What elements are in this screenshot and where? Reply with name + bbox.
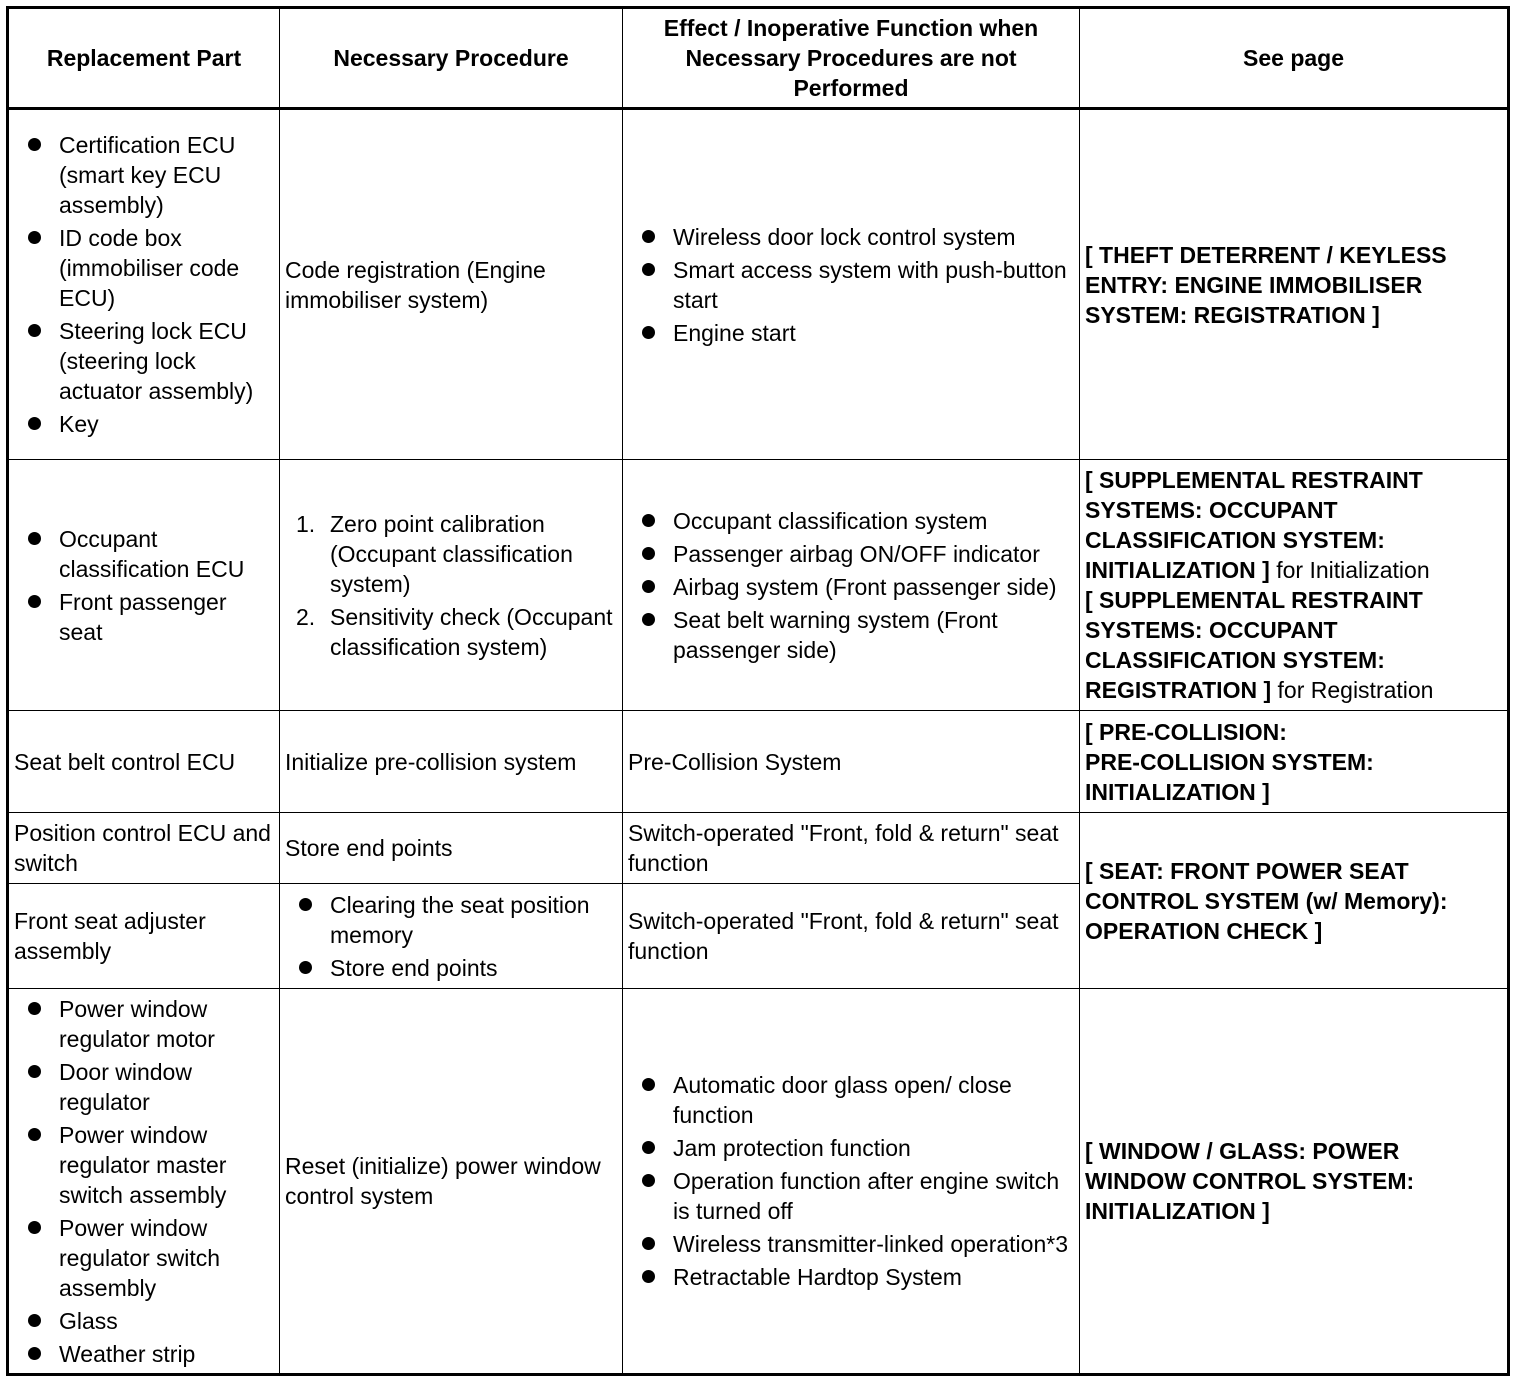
list-item: Glass <box>9 1306 274 1336</box>
procedure-cell: Initialize pre-collision system <box>280 711 623 813</box>
list-item: Steering lock ECU (steering lock actuator assembly) <box>9 316 274 406</box>
table-header-row <box>8 8 1509 109</box>
replacement-part-cell <box>8 989 280 1375</box>
procedure-cell: Store end points <box>280 813 623 884</box>
see-page-cell <box>1080 711 1509 813</box>
effect-cell <box>623 460 1080 711</box>
list-item: Certification ECU (smart key ECU assembly) <box>9 130 274 220</box>
replacement-part-list <box>9 994 274 1369</box>
list-item: Clearing the seat position memory <box>280 890 617 950</box>
list-item: ID code box (immobiliser code ECU) <box>9 223 274 313</box>
list-item: Store end points <box>280 953 617 983</box>
see-page-reference: [ WINDOW / GLASS: POWER WINDOW CONTROL SYSTEM: INITIALIZATION ] <box>1085 1138 1415 1224</box>
header-necessary-procedure: Necessary Procedure <box>280 8 623 109</box>
table-row <box>8 989 1509 1375</box>
see-page-line: PRE-COLLISION SYSTEM: INITIALIZATION ] <box>1085 748 1374 805</box>
list-item: Power window regulator motor <box>9 994 274 1054</box>
effect-cell <box>623 109 1080 460</box>
see-page-reference: [ SUPPLEMENTAL RESTRAINT SYSTEMS: OCCUPANT CLASSIFICATION SYSTEM: REGISTRATION ] <box>1085 587 1423 703</box>
list-item: Power window regulator master switch assembly <box>9 1120 274 1210</box>
step-number: 2. <box>296 603 316 630</box>
replacement-procedure-table <box>6 6 1510 1376</box>
document-page <box>6 6 1510 1376</box>
header-effect: Effect / Inoperative Function when Necessary Procedures are not Performed <box>623 8 1080 109</box>
procedure-list <box>280 509 617 662</box>
list-item: Retractable Hardtop System <box>623 1262 1074 1292</box>
see-page-reference: [ SEAT: FRONT POWER SEAT CONTROL SYSTEM (w/ Memory): OPERATION CHECK ] <box>1085 857 1448 944</box>
procedure-cell: Reset (initialize) power window control system <box>280 989 623 1375</box>
step-text: Zero point calibration (Occupant classification system) <box>330 510 573 597</box>
list-item: Smart access system with push-button start <box>623 255 1074 315</box>
table-row <box>8 109 1509 460</box>
list-item: Front passenger seat <box>9 587 274 647</box>
effect-cell <box>623 989 1080 1375</box>
list-item: Weather strip <box>9 1339 274 1369</box>
see-page-cell <box>1080 460 1509 711</box>
header-see-page: See page <box>1080 8 1509 109</box>
replacement-part-cell <box>8 109 280 460</box>
list-item: Passenger airbag ON/OFF indicator <box>623 539 1074 569</box>
replacement-part-cell <box>8 460 280 711</box>
list-item: Occupant classification ECU <box>9 524 274 584</box>
see-page-cell <box>1080 813 1509 989</box>
replacement-part-cell: Front seat adjuster assembly <box>8 884 280 989</box>
see-page-cell <box>1080 109 1509 460</box>
procedure-cell <box>280 884 623 989</box>
see-page-line: [ PRE-COLLISION: <box>1085 718 1287 745</box>
list-item: Operation function after engine switch is turned off <box>623 1166 1074 1226</box>
procedure-list <box>280 890 617 983</box>
list-item: Airbag system (Front passenger side) <box>623 572 1074 602</box>
procedure-cell: Code registration (Engine immobiliser system) <box>280 109 623 460</box>
list-item: Wireless transmitter-linked operation*3 <box>623 1229 1074 1259</box>
effect-cell: Pre-Collision System <box>623 711 1080 813</box>
list-item <box>280 602 617 662</box>
list-item: Engine start <box>623 318 1074 348</box>
see-page-reference <box>1085 719 1374 805</box>
see-page-reference: [ SUPPLEMENTAL RESTRAINT SYSTEMS: OCCUPANT CLASSIFICATION SYSTEM: INITIALIZATION ] <box>1085 467 1423 583</box>
replacement-part-list <box>9 524 274 647</box>
replacement-part-list <box>9 130 274 439</box>
step-number: 1. <box>296 510 316 537</box>
see-page-note: for Registration <box>1271 677 1434 703</box>
effect-cell: Switch-operated "Front, fold & return" seat function <box>623 884 1080 989</box>
replacement-part-cell: Seat belt control ECU <box>8 711 280 813</box>
replacement-part-cell: Position control ECU and switch <box>8 813 280 884</box>
list-item: Automatic door glass open/ close function <box>623 1070 1074 1130</box>
table-row <box>8 813 1509 884</box>
list-item: Key <box>9 409 274 439</box>
header-replacement-part: Replacement Part <box>8 8 280 109</box>
list-item: Jam protection function <box>623 1133 1074 1163</box>
list-item <box>280 509 617 599</box>
effect-list <box>623 222 1074 348</box>
step-text: Sensitivity check (Occupant classification system) <box>330 603 613 660</box>
table-row <box>8 460 1509 711</box>
effect-list <box>623 1070 1074 1292</box>
list-item: Door window regulator <box>9 1057 274 1117</box>
list-item: Seat belt warning system (Front passenger side) <box>623 605 1074 665</box>
see-page-reference: [ THEFT DETERRENT / KEYLESS ENTRY: ENGINE IMMOBILISER SYSTEM: REGISTRATION ] <box>1085 241 1447 328</box>
procedure-cell <box>280 460 623 711</box>
see-page-entry <box>1085 465 1502 585</box>
see-page-cell <box>1080 989 1509 1375</box>
list-item: Power window regulator switch assembly <box>9 1213 274 1303</box>
effect-list <box>623 506 1074 665</box>
see-page-entry <box>1085 585 1502 705</box>
effect-cell: Switch-operated "Front, fold & return" seat function <box>623 813 1080 884</box>
list-item: Wireless door lock control system <box>623 222 1074 252</box>
list-item: Occupant classification system <box>623 506 1074 536</box>
see-page-note: for Initialization <box>1269 557 1430 583</box>
table-row <box>8 711 1509 813</box>
